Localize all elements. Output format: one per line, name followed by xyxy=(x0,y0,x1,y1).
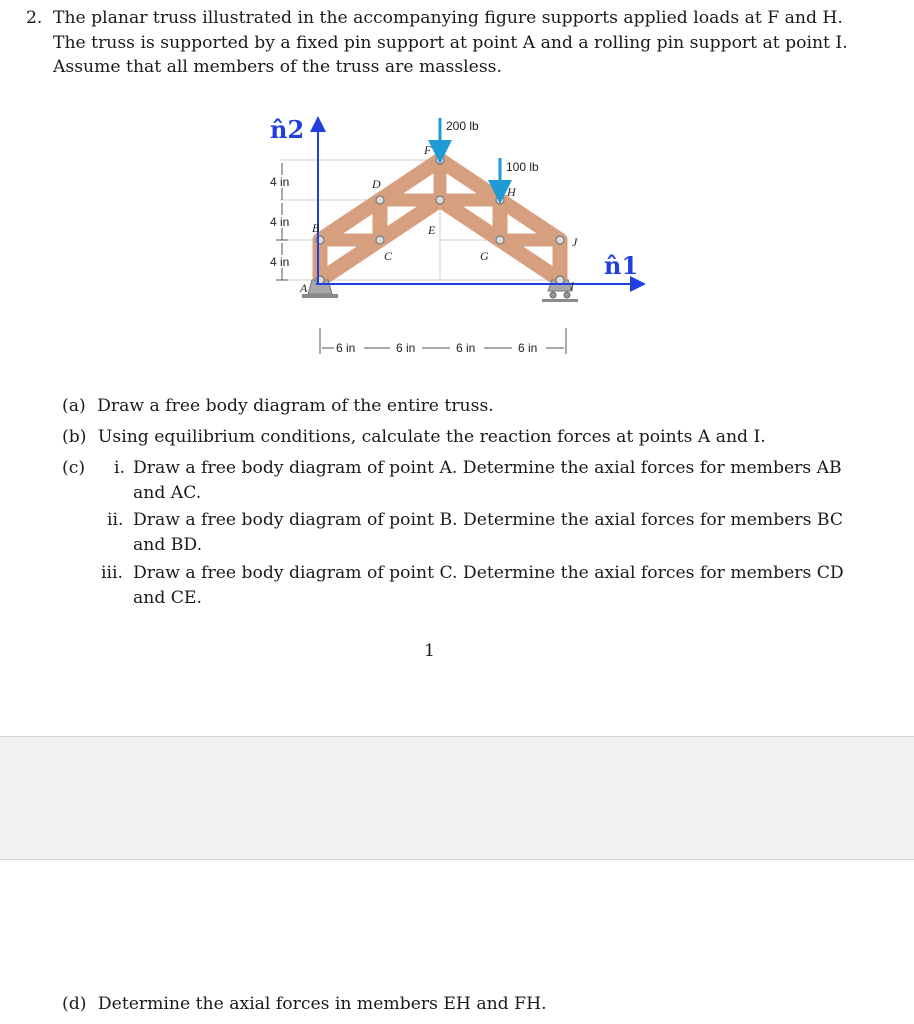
joint-G xyxy=(496,236,504,244)
node-label-C: C xyxy=(384,249,393,263)
joint-H xyxy=(496,196,504,204)
node-label-G: G xyxy=(480,249,489,263)
part-a-label: (a) xyxy=(62,396,86,416)
horizontal-dim-1: 6 in xyxy=(336,341,356,355)
node-label-B: B xyxy=(312,221,320,235)
part-c xyxy=(62,456,85,480)
part-d xyxy=(62,994,547,1014)
node-label-I: I xyxy=(570,279,574,293)
joint-J xyxy=(556,236,564,244)
vertical-dim-2: 4 in xyxy=(270,215,290,229)
part-b xyxy=(62,425,766,449)
node-label-H: H xyxy=(507,185,516,199)
part-c-i xyxy=(114,456,125,480)
joint-I xyxy=(556,276,564,284)
vertical-dim-1: 4 in xyxy=(270,175,290,189)
part-d-text: Determine the axial forces in members EH and FH. xyxy=(97,994,547,1014)
part-b-text: Using equilibrium conditions, calculate the reaction forces at points A and I. xyxy=(97,427,766,447)
part-c-i-line2: and AC. xyxy=(133,483,202,503)
problem-line-1: The planar truss illustrated in the accompanying figure supports applied loads at F and H. xyxy=(53,8,843,28)
page-break-band-top xyxy=(0,736,914,801)
vertical-dim-3: 4 in xyxy=(270,255,290,269)
part-c-iii-label: iii. xyxy=(101,563,123,583)
load-label-F: 200 lb xyxy=(446,119,479,133)
part-c-i-label: i. xyxy=(114,458,125,478)
joint-D xyxy=(376,196,384,204)
part-c-iii xyxy=(101,561,123,585)
part-c-ii-line1: Draw a free body diagram of point B. Determine the axial forces for members BC xyxy=(133,510,843,530)
problem-line-3: Assume that all members of the truss are massless. xyxy=(53,57,502,77)
horizontal-dim-4: 6 in xyxy=(518,341,538,355)
page-number: 1 xyxy=(424,641,435,661)
node-label-J: J xyxy=(572,235,578,249)
load-label-H: 100 lb xyxy=(506,160,539,174)
part-c-i-line1: Draw a free body diagram of point A. Determine the axial forces for members AB xyxy=(133,458,842,478)
part-c-label: (c) xyxy=(62,458,86,478)
horizontal-dim-3: 6 in xyxy=(456,341,476,355)
joint-F xyxy=(436,156,444,164)
axis-n2-label: n̂2 xyxy=(270,115,305,144)
part-c-ii-line2: and BD. xyxy=(133,535,203,555)
truss-figure xyxy=(260,108,660,368)
part-b-label: (b) xyxy=(62,427,87,447)
part-d-label: (d) xyxy=(62,994,87,1014)
axis-n1-label: n̂1 xyxy=(604,251,639,280)
part-a xyxy=(62,394,494,418)
horizontal-dim-2: 6 in xyxy=(396,341,416,355)
problem-number: 2. xyxy=(26,8,43,28)
part-c-ii-label: ii. xyxy=(107,510,124,530)
part-c-ii xyxy=(107,508,123,532)
part-c-iii-line1: Draw a free body diagram of point C. Determine the axial forces for members CD xyxy=(133,563,844,583)
joint-E xyxy=(436,196,444,204)
node-label-F: F xyxy=(424,143,432,157)
page-break-band-bottom xyxy=(0,800,914,860)
part-c-iii-line2: and CE. xyxy=(133,588,202,608)
part-a-text: Draw a free body diagram of the entire truss. xyxy=(97,396,494,416)
node-label-A: A xyxy=(300,281,308,295)
problem-line-2: The truss is supported by a fixed pin support at point A and a rolling pin support at point I. xyxy=(53,32,848,53)
node-label-D: D xyxy=(372,177,381,191)
node-label-E: E xyxy=(428,223,436,237)
joint-C xyxy=(376,236,384,244)
